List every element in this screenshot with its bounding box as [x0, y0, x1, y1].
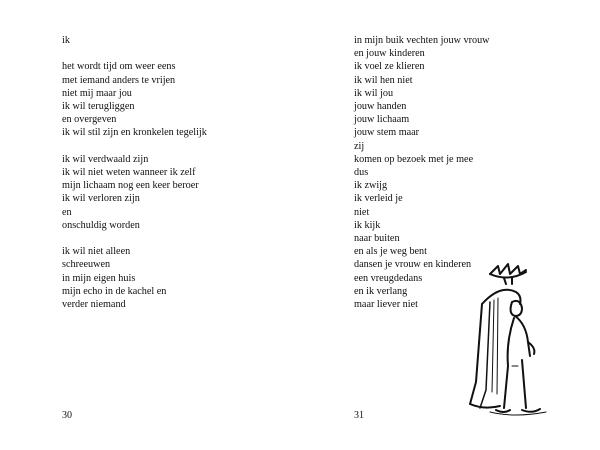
page-number-right: 31	[354, 410, 364, 421]
poem-line: dansen je vrouw en kinderen	[354, 259, 472, 271]
poem-line: in mijn eigen huis	[62, 272, 136, 284]
poem-line: mijn echo in de kachel en	[62, 285, 167, 297]
poem-line: verder niemand	[62, 299, 126, 311]
poem-line: ik voel ze klieren	[354, 61, 425, 73]
poem-line: ik	[62, 35, 70, 46]
poem-line: ik wil verdwaald zijn	[62, 153, 149, 165]
poem-line: ik kijk	[354, 219, 381, 231]
poem-line: ik wil jou	[354, 87, 394, 99]
stanza-break	[62, 232, 207, 245]
stanza-break	[62, 140, 207, 153]
poem-line: en als je weg bent	[354, 246, 427, 258]
poem-line: en jouw kinderen	[354, 48, 425, 60]
poem-left	[62, 34, 207, 311]
poem-line: onschuldig worden	[62, 219, 140, 231]
poem-line: het wordt tijd om weer eens	[62, 61, 176, 73]
poem-line: komen op bezoek met je mee	[354, 153, 474, 165]
poem-line: naar buiten	[354, 233, 400, 245]
stanza-break	[62, 47, 207, 60]
poem-line: mijn lichaam nog een keer beroer	[62, 180, 199, 192]
poem-line: dus	[354, 167, 369, 179]
poem-line: en	[62, 206, 72, 218]
poem-line: jouw stem maar	[354, 127, 420, 139]
right-page	[300, 0, 600, 450]
figure-with-crown-sketch-icon	[460, 262, 560, 422]
poem-line: ik wil stil zijn en kronkelen tegelijk	[62, 127, 207, 139]
poem-line: met iemand anders te vrijen	[62, 74, 176, 86]
poem-line: ik verleid je	[354, 193, 403, 205]
poem-line: jouw handen	[354, 101, 407, 113]
poem-line: schreeuwen	[62, 259, 111, 271]
poem-line: niet mij maar jou	[62, 87, 132, 99]
poem-line: maar liever niet	[354, 299, 418, 311]
poem-line: ik zwijg	[354, 180, 388, 192]
poem-line: en ik verlang	[354, 285, 408, 297]
poem-line: een vreugdedans	[354, 272, 423, 284]
poem-line: en overgeven	[62, 114, 117, 126]
poem-line: ik wil verloren zijn	[62, 193, 140, 205]
poem-line: ik wil niet alleen	[62, 246, 131, 258]
page-number-left: 30	[62, 410, 72, 421]
poem-line: ik wil hen niet	[354, 74, 413, 86]
poem-line: in mijn buik vechten jouw vrouw	[354, 35, 490, 46]
poem-line: jouw lichaam	[354, 114, 410, 126]
poem-line: ik wil terugliggen	[62, 101, 135, 112]
poem-line: zij	[354, 140, 365, 152]
poem-line: ik wil niet weten wanneer ik zelf	[62, 167, 196, 178]
poem-line: niet	[354, 206, 370, 218]
